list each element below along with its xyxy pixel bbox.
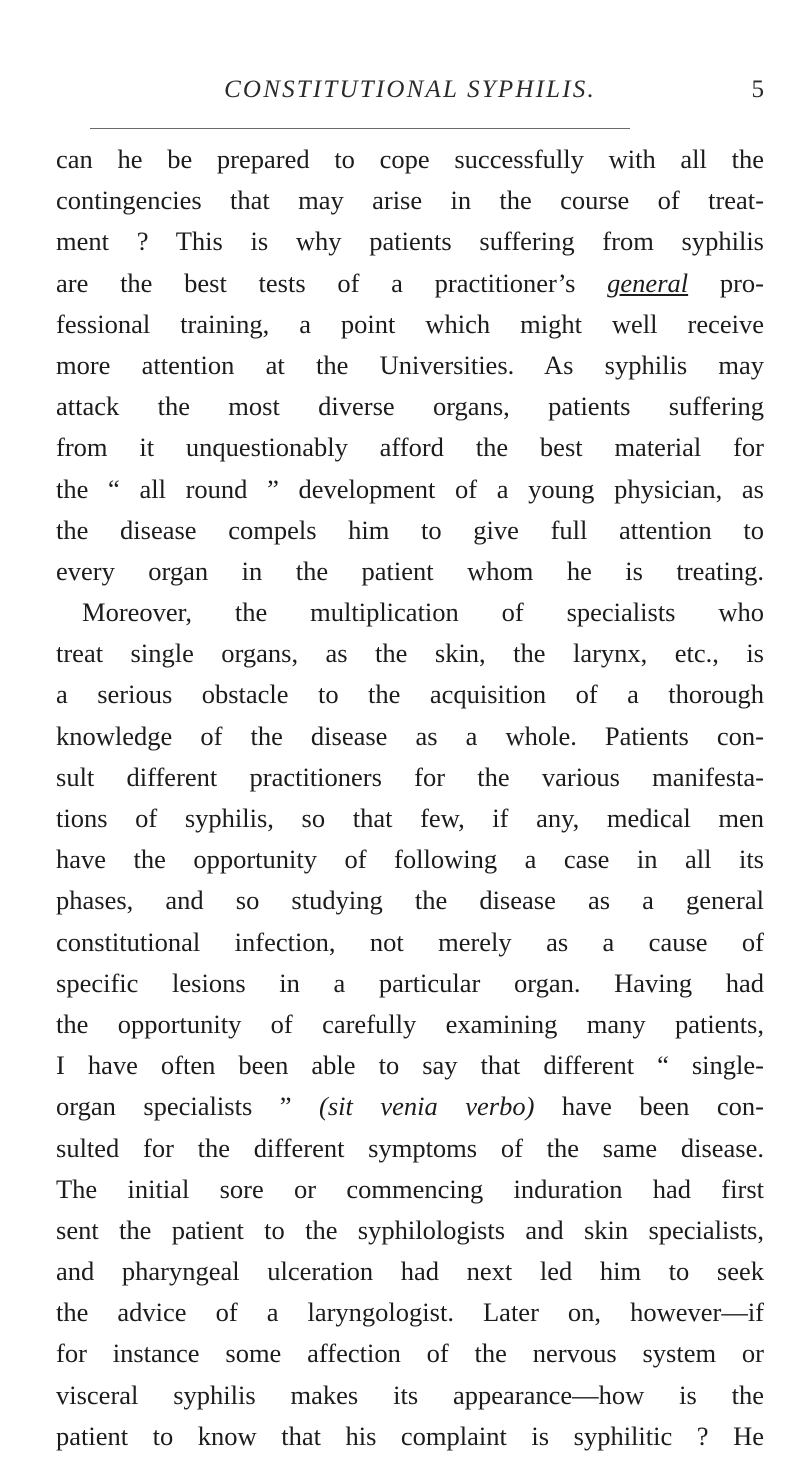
emphasis-text: general: [607, 267, 689, 298]
line-text: patient to know that his complaint is syphilitic ? He: [56, 1420, 764, 1451]
text-line: [56, 1416, 764, 1457]
running-title: CONSTITUTIONAL SYPHILIS.: [224, 76, 596, 103]
text-line: [56, 263, 764, 304]
line-text: tions of syphilis, so that few, if any, medical men: [56, 803, 764, 833]
text-line: [56, 633, 764, 674]
line-text: can he be prepared to cope successfully with all the: [56, 144, 764, 174]
text-line: [56, 922, 764, 963]
line-text: fessional training, a point which might well receive: [56, 308, 764, 339]
text-line: [56, 757, 764, 798]
line-text: the opportunity of carefully examining many patients,: [56, 1008, 764, 1039]
running-head: [56, 76, 764, 116]
page-number: 5: [751, 76, 764, 103]
header-rule: [90, 128, 630, 129]
line-text: The initial sore or commencing induration had first: [56, 1173, 764, 1204]
line-text: and pharyngeal ulceration had next led him to seek: [56, 1256, 764, 1287]
line-text: have been con-: [534, 1091, 764, 1122]
text-line: [56, 510, 764, 551]
text-line: [56, 1169, 764, 1210]
line-text: the advice of a laryngologist. Later on, however—if: [56, 1297, 764, 1328]
text-line: [56, 427, 764, 468]
text-line: [56, 1251, 764, 1292]
line-text: phases, and so studying the disease as a general: [56, 885, 764, 916]
text-line: [56, 221, 764, 262]
line-text: contingencies that may arise in the course of treat-: [56, 185, 764, 216]
text-line: [56, 1333, 764, 1374]
text-line: [56, 1086, 764, 1127]
text-line: [56, 469, 764, 510]
line-text: organ specialists ”: [56, 1091, 320, 1122]
line-text: the “ all round ” development of a young physician, as: [56, 473, 764, 504]
text-line: [56, 180, 764, 221]
line-text: the disease compels him to give full attention to: [56, 514, 764, 545]
line-text: for instance some affection of the nervous system or: [56, 1338, 764, 1369]
line-text: every organ in the patient whom he is treating.: [56, 555, 764, 586]
line-text: I have often been able to say that different “ single-: [56, 1050, 764, 1081]
line-text: are the best tests of a practitioner’s: [56, 267, 608, 298]
line-text: pro-: [688, 267, 764, 298]
text-line: [56, 1210, 764, 1251]
emphasis-text: (sit venia verbo): [319, 1091, 535, 1122]
text-line: [56, 963, 764, 1004]
text-line: [56, 386, 764, 427]
text-line: [56, 139, 764, 180]
text-line: [56, 1292, 764, 1333]
text-line: [56, 1375, 764, 1416]
line-text: treat single organs, as the skin, the larynx, etc., is: [56, 638, 764, 669]
text-line: [56, 716, 764, 757]
line-text: have the opportunity of following a case in all its: [56, 844, 764, 875]
line-text: a serious obstacle to the acquisition of a thorough: [56, 679, 764, 710]
text-line: [56, 798, 764, 839]
line-text: constitutional infection, not merely as a cause of: [56, 926, 764, 957]
text-line: [56, 304, 764, 345]
text-line: [56, 880, 764, 921]
line-text: knowledge of the disease as a whole. Patients con-: [56, 720, 764, 751]
line-text: attack the most diverse organs, patients suffering: [56, 391, 764, 422]
line-text: sent the patient to the syphilologists and skin specialists,: [56, 1214, 764, 1245]
text-line: [56, 345, 764, 386]
line-text: sulted for the different symptoms of the same disease.: [56, 1132, 764, 1163]
line-text: from it unquestionably afford the best material for: [56, 432, 764, 463]
text-line: [56, 839, 764, 880]
line-text: more attention at the Universities. As syphilis may: [56, 349, 764, 380]
text-line: [56, 551, 764, 592]
line-text: Moreover, the multiplication of specialists who: [82, 597, 764, 628]
line-text: sult different practitioners for the various manifesta-: [56, 761, 764, 792]
line-text: ment ? This is why patients suffering from syphilis: [56, 226, 764, 257]
text-line: [56, 1045, 764, 1086]
text-line: [56, 592, 764, 633]
line-text: specific lesions in a particular organ. Having had: [56, 967, 764, 998]
body-text: [56, 139, 764, 1457]
text-line: [56, 1128, 764, 1169]
text-line: [56, 1004, 764, 1045]
line-text: visceral syphilis makes its appearance—how is the: [56, 1379, 764, 1410]
text-line: [56, 674, 764, 715]
